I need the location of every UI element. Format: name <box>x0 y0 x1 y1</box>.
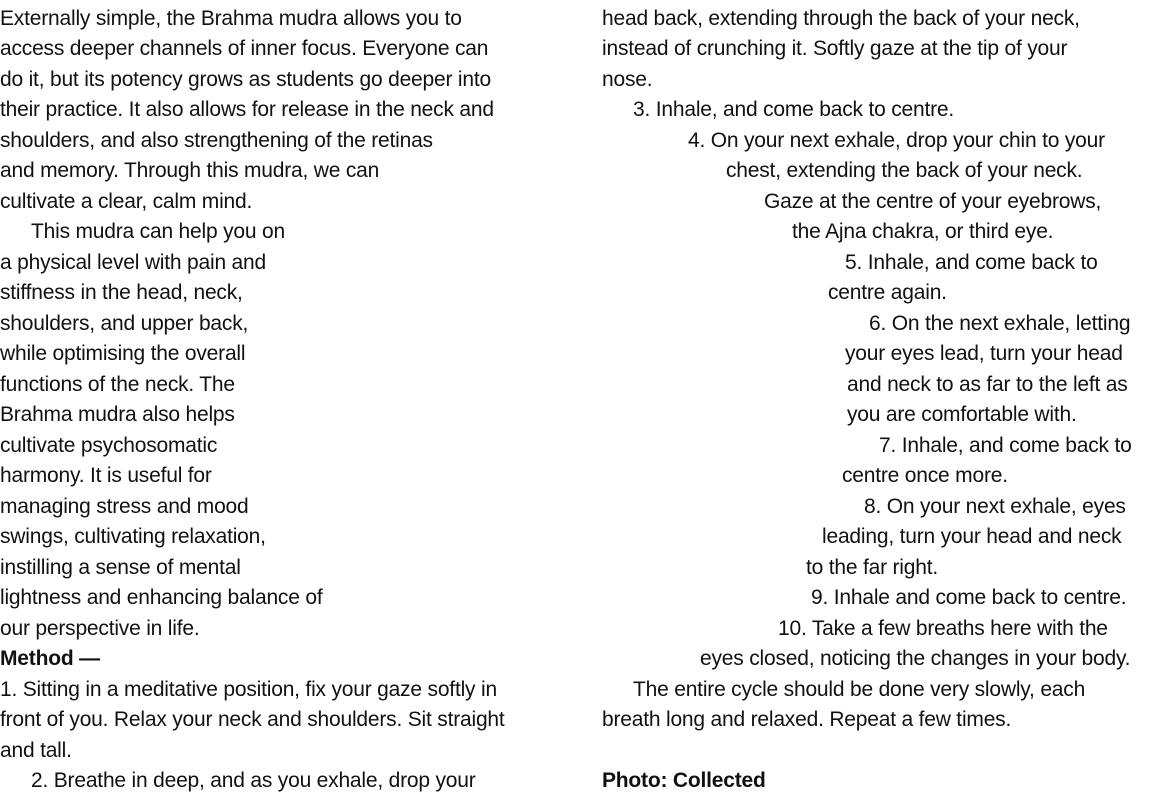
body-text-line: cultivate a clear, calm mind. <box>0 190 253 213</box>
body-text-line: 6. On the next exhale, letting <box>869 312 1131 335</box>
body-text-line: harmony. It is useful for <box>0 464 212 487</box>
body-text-line: instead of crunching it. Softly gaze at the tip of your <box>602 37 1068 60</box>
body-text-line: 9. Inhale and come back to centre. <box>811 586 1127 609</box>
body-text-line: swings, cultivating relaxation, <box>0 525 266 548</box>
body-text-line: 7. Inhale, and come back to <box>879 434 1132 457</box>
photo-credit: Photo: Collected <box>602 769 766 792</box>
body-text-line: head back, extending through the back of your neck, <box>602 7 1080 30</box>
body-text-line: centre once more. <box>842 464 1008 487</box>
body-text-line: centre again. <box>828 281 947 304</box>
body-text-line: the Ajna chakra, or third eye. <box>792 220 1054 243</box>
body-text-line: leading, turn your head and neck <box>822 525 1122 548</box>
body-text-line: 4. On your next exhale, drop your chin to your <box>688 129 1105 152</box>
body-text-line: and memory. Through this mudra, we can <box>0 159 380 182</box>
body-text-line: your eyes lead, turn your head <box>845 342 1123 365</box>
body-text-line: The entire cycle should be done very slowly, each <box>633 678 1086 701</box>
body-text-line: 1. Sitting in a meditative position, fix your gaze softly in <box>0 678 497 701</box>
body-text-line: functions of the neck. The <box>0 373 235 396</box>
body-text-line: front of you. Relax your neck and shoulders. Sit straight <box>0 708 505 731</box>
body-text-line: Gaze at the centre of your eyebrows, <box>764 190 1102 213</box>
body-text-line: eyes closed, noticing the changes in your body. <box>700 647 1131 670</box>
body-text-line: 5. Inhale, and come back to <box>845 251 1098 274</box>
body-text-line: and neck to as far to the left as <box>847 373 1128 396</box>
body-text-line: managing stress and mood <box>0 495 249 518</box>
body-text-line: nose. <box>602 68 653 91</box>
body-text-line: 2. Breathe in deep, and as you exhale, drop your <box>31 769 476 792</box>
body-text-line: 3. Inhale, and come back to centre. <box>633 98 955 121</box>
body-text-line: access deeper channels of inner focus. Everyone can <box>0 37 489 60</box>
method-heading: Method — <box>0 647 100 670</box>
body-text-line: chest, extending the back of your neck. <box>726 159 1083 182</box>
body-text-line: and tall. <box>0 739 72 762</box>
body-text-line: Externally simple, the Brahma mudra allows you to <box>0 7 462 30</box>
body-text-line: Brahma mudra also helps <box>0 403 235 426</box>
body-text-line: to the far right. <box>806 556 939 579</box>
body-text-line: shoulders, and upper back, <box>0 312 249 335</box>
body-text-line: do it, but its potency grows as students go deeper into <box>0 68 491 91</box>
body-text-line: breath long and relaxed. Repeat a few times. <box>602 708 1012 731</box>
body-text-line: lightness and enhancing balance of <box>0 586 323 609</box>
body-text-line: while optimising the overall <box>0 342 246 365</box>
body-text-line: shoulders, and also strengthening of the retinas <box>0 129 433 152</box>
body-text-line: a physical level with pain and <box>0 251 266 274</box>
body-text-line: our perspective in life. <box>0 617 200 640</box>
body-text-line: cultivate psychosomatic <box>0 434 218 457</box>
body-text-line: instilling a sense of mental <box>0 556 241 579</box>
body-text-line: their practice. It also allows for release in the neck and <box>0 98 494 121</box>
body-text-line: stiffness in the head, neck, <box>0 281 243 304</box>
body-text-line: This mudra can help you on <box>31 220 285 243</box>
body-text-line: 10. Take a few breaths here with the <box>778 617 1108 640</box>
body-text-line: you are comfortable with. <box>847 403 1077 426</box>
body-text-line: 8. On your next exhale, eyes <box>864 495 1126 518</box>
